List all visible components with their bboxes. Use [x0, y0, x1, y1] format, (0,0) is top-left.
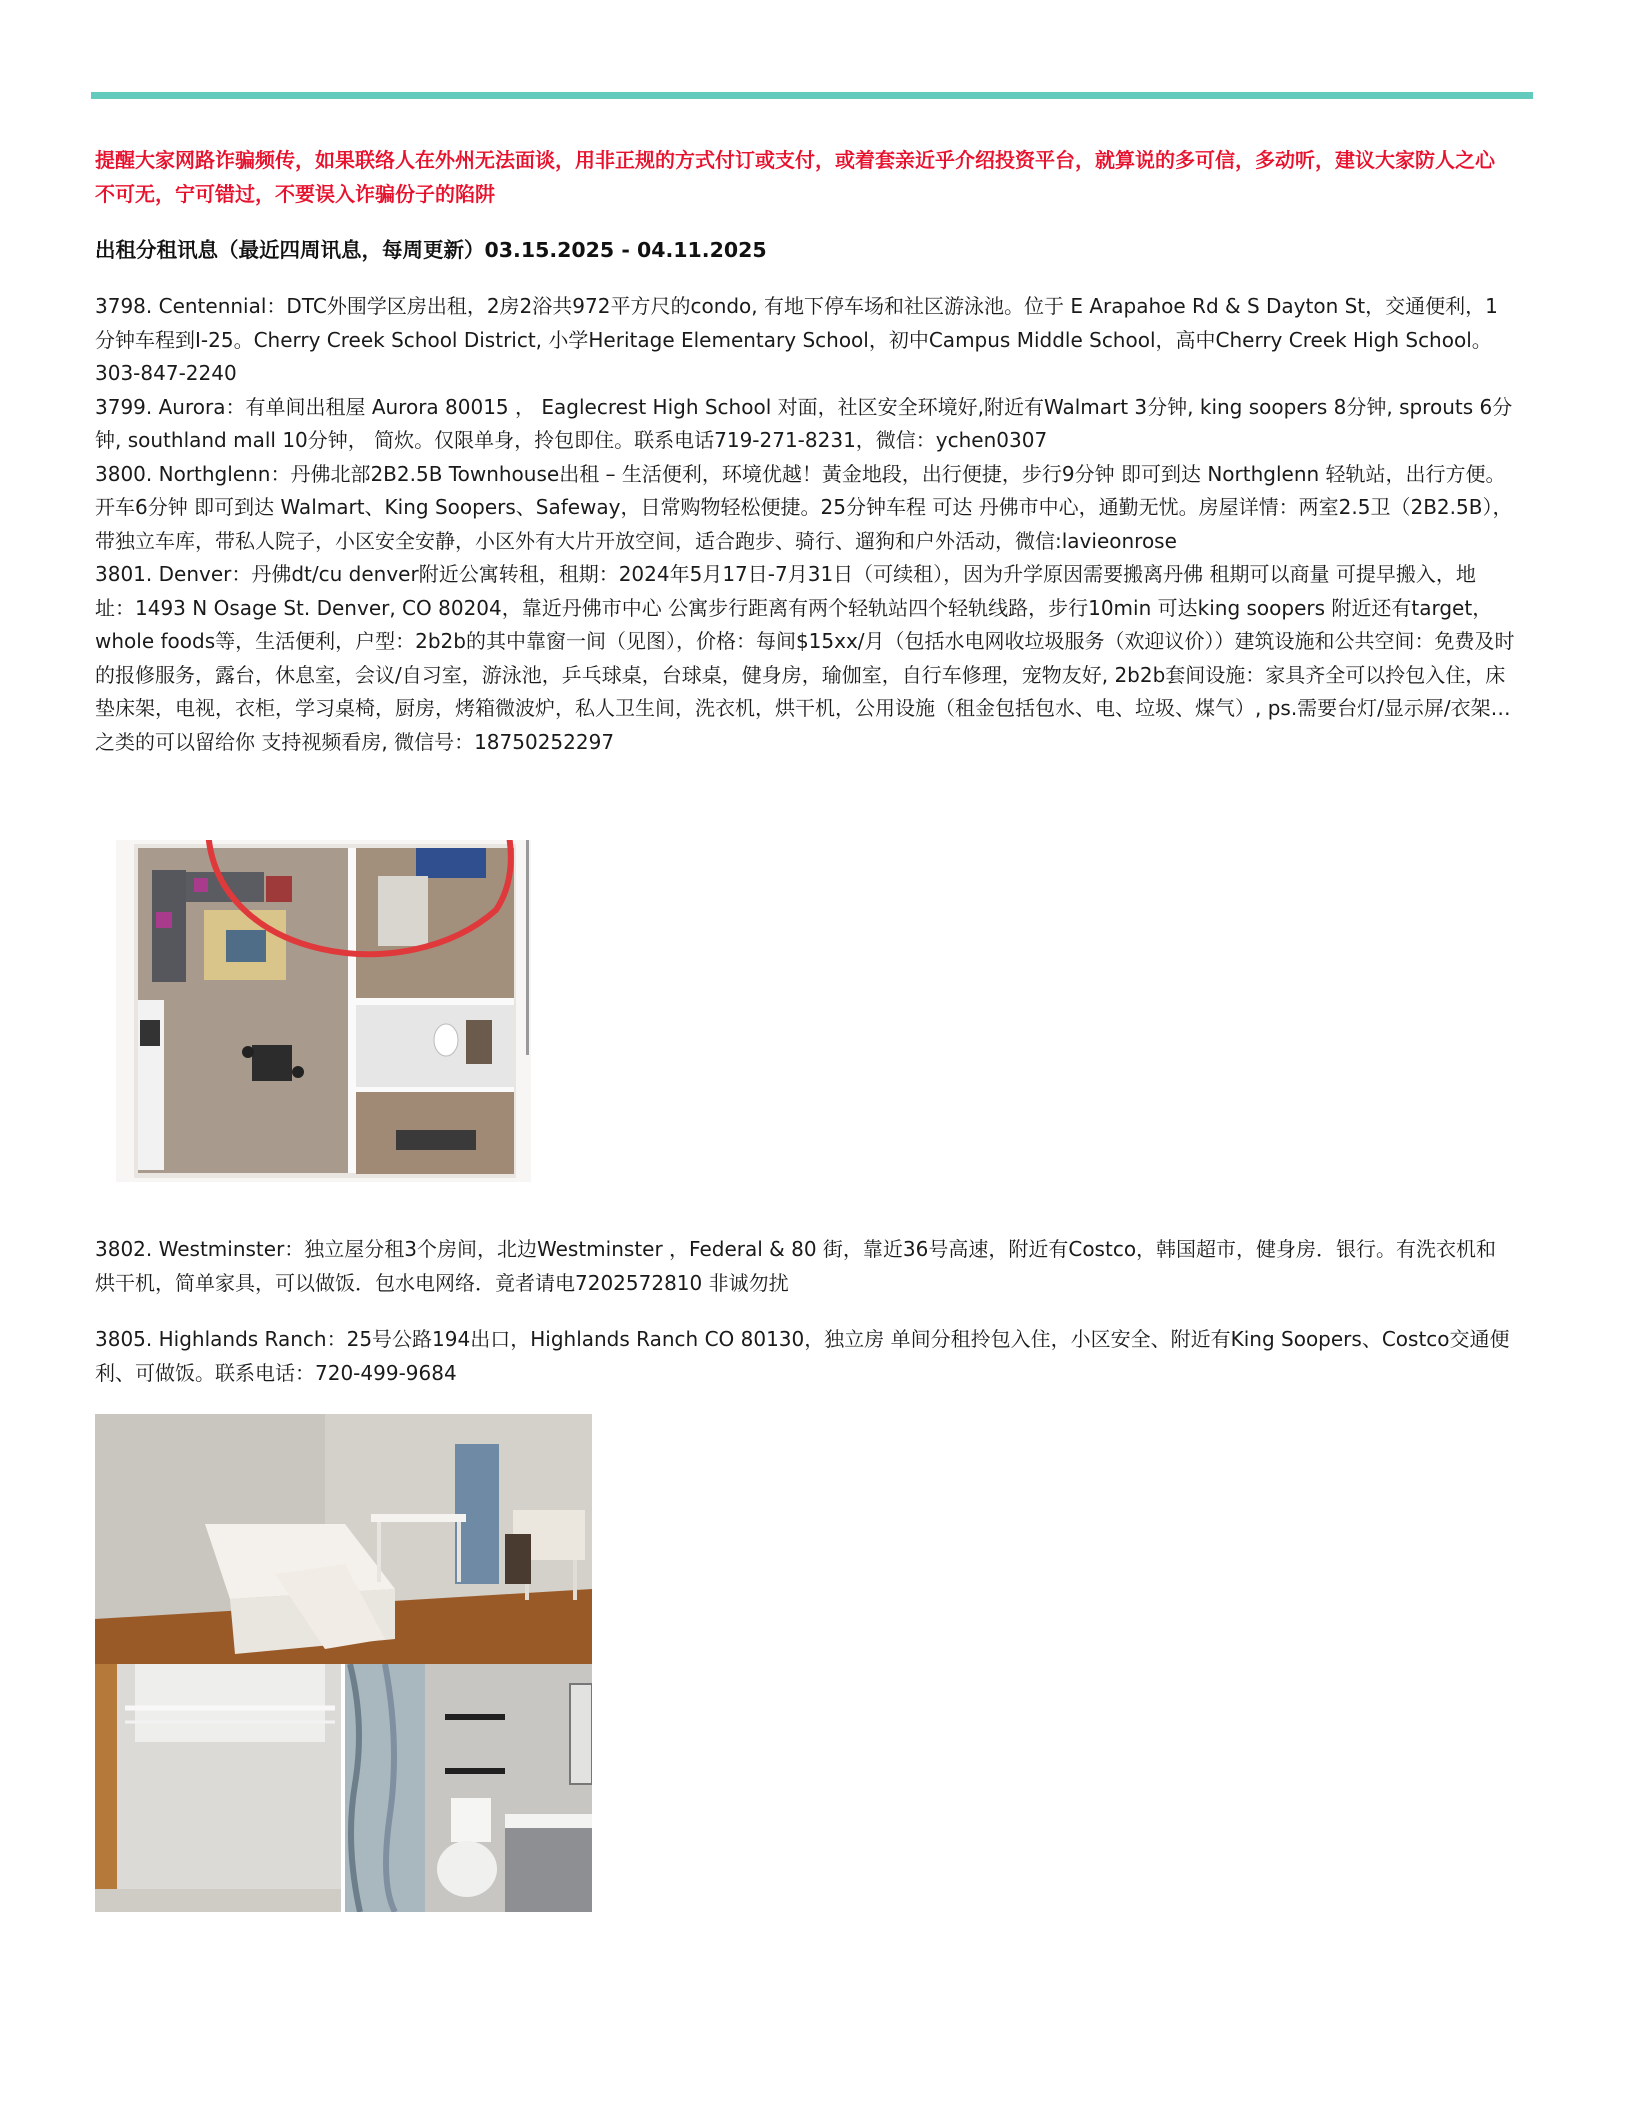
- floorplan-image: [116, 840, 531, 1182]
- fraud-warning: 提醒大家网路诈骗频传，如果联络人在外州无法面谈，用非正规的方式付订或支付，或着套亲近乎介绍投资平台，就算说的多可信，多动听，建议大家防人之心不可无，宁可错过，不要误入诈骗份子的陷阱: [95, 148, 1495, 206]
- listing-3798: 3798. Centennial：DTC外围学区房出租，2房2浴共972平方尺的condo, 有地下停车场和社区游泳池。位于 E Arapahoe Rd & S Dayton St，交通便利，1分钟车程到I-25。Cherry Creek School District, 小学Heritage Elementary School，初中Campus Middle School，高中Cherry Creek High School。303-847-2240: [95, 294, 1498, 385]
- listings-block: [95, 290, 1515, 759]
- listing-3802: 3802. Westminster：独立屋分租3个房间，北边Westminster ，Federal & 80 街，靠近36号高速，附近有Costco，韩国超市，健身房．银行。有洗衣机和烘干机，简单家具，可以做饭．包水电网络．竟者请电7202572810 非诚勿扰: [95, 1237, 1497, 1295]
- listing-3800: 3800. Northglenn：丹佛北部2B2.5B Townhouse出租 – 生活便利，环境优越！黃金地段，出行便捷，步行9分钟 即可到达 Northglenn 轻轨站，出行方便。开车6分钟 即可到达 Walmart、King Soopers、Safeway，日常购物轻松便捷。25分钟车程 可达 丹佛市中心，通勤无忧。房屋详情：两室2.5卫（2B2.5B），带独立车库，带私人院子，小区安全安静，小区外有大片开放空间，适合跑步、骑行、遛狗和户外活动，微信:lavieonrose: [95, 461, 1513, 553]
- listing-3799: 3799. Aurora：有单间出租屋 Aurora 80015 ， Eaglecrest High School 对面，社区安全环境好,附近有Walmart 3分钟, king soopers 8分钟, sprouts 6分钟, southland mall 10分钟， 简炊。仅限单身，拎包即住。联系电话719-271-8231，微信：ychen0307: [95, 394, 1513, 452]
- listing-3805: 3805. Highlands Ranch：25号公路194出口，Highlands Ranch CO 80130，独立房 单间分租拎包入住，小区安全、附近有King Soopers、Costco交通便利、可做饭。联系电话：720-499-9684: [95, 1327, 1510, 1385]
- top-divider: [91, 92, 1533, 99]
- bedroom-photo: [95, 1414, 592, 1664]
- bathroom-photo: [345, 1664, 592, 1912]
- closet-photo: [95, 1664, 341, 1912]
- listing-3801: 3801. Denver：丹佛dt/cu denver附近公寓转租，租期：2024年5月17日-7月31日（可续租），因为升学原因需要搬离丹佛 租期可以商量 可提早搬入，地址：1493 N Osage St. Denver, CO 80204，靠近丹佛市中心 公寓步行距离有两个轻轨站四个轻轨线路，步行10min 可达king soopers 附近还有target，whole foods等，生活便利，户型：2b2b的其中靠窗一间（见图），价格：每间$15xx/月（包括水电网收垃圾服务（欢迎议价））建筑设施和公共空间：免费及时的报修服务，露台，休息室，会议/自习室，游泳池，乒乓球桌，台球桌，健身房，瑜伽室，自行车修理，宠物友好, 2b2b套间设施：家具齐全可以拎包入住，床垫床架，电视，衣柜，学习桌椅，厨房，烤箱微波炉，私人卫生间，洗衣机，烘干机，公用设施（租金包括包水、电、垃圾、煤气）, ps.需要台灯/显示屏/衣架…之类的可以留给你 支持视频看房, 微信号：18750252297: [95, 562, 1515, 754]
- section-title: 出租分租讯息（最近四周讯息，每周更新）03.15.2025 - 04.11.2025: [95, 238, 767, 262]
